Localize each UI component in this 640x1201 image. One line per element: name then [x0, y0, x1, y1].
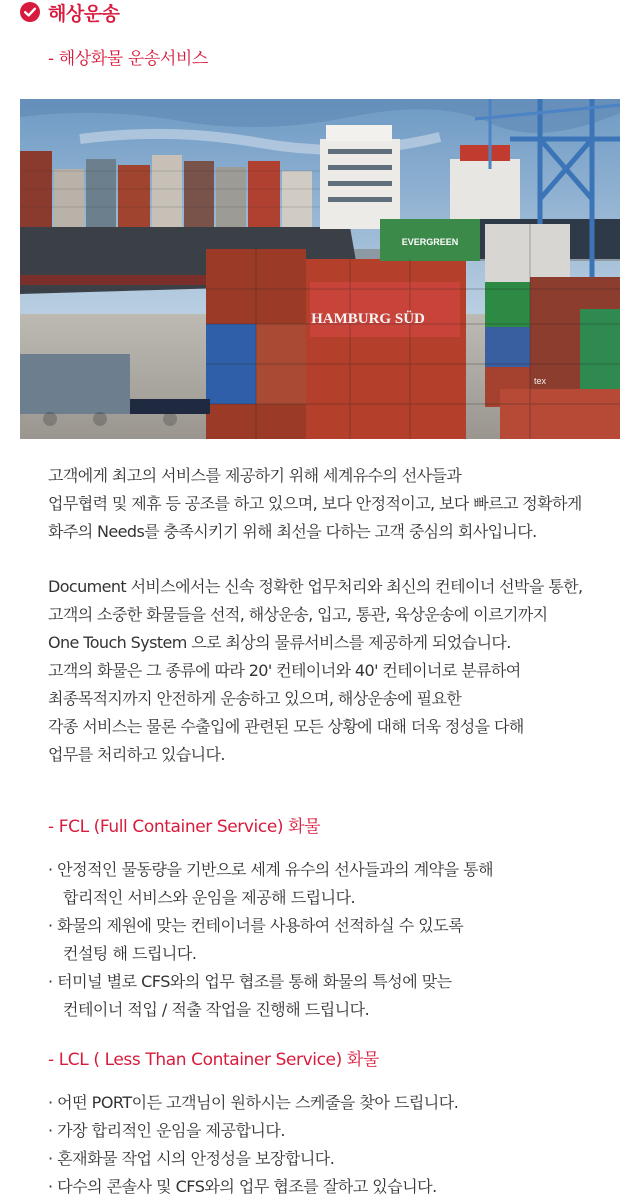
lcl-list: [48, 1089, 628, 1201]
fcl-list: [48, 856, 628, 1024]
container-port-illustration: [20, 99, 620, 439]
intro-text: [48, 462, 628, 769]
list-item: · 화물의 제원에 맞는 컨테이너를 사용하여 선적하실 수 있도록: [48, 916, 464, 935]
fcl-heading: - FCL (Full Container Service) 화물: [48, 817, 321, 837]
section-header: [20, 0, 119, 24]
container-label-hamburg: HAMBURG SÜD: [311, 311, 425, 327]
lcl-heading: - LCL ( Less Than Container Service) 화물: [48, 1050, 379, 1070]
paragraph-gap: [48, 546, 628, 573]
intro-line: 고객의 화물은 그 종류에 따라 20' 컨테이너와 40' 컨테이너로 분류하여: [48, 661, 521, 680]
hero-photo-container-port: [20, 99, 620, 439]
list-item: · 터미널 별로 CFS와의 업무 협조를 통해 화물의 특성에 맞는: [48, 972, 452, 991]
intro-line: 최종목적지까지 안전하게 운송하고 있으며, 해상운송에 필요한: [48, 689, 462, 708]
intro-line: 업무를 처리하고 있습니다.: [48, 745, 225, 764]
list-item: · 가장 합리적인 운임을 제공합니다.: [48, 1121, 285, 1140]
intro-line: Document 서비스에서는 신속 정확한 업무처리와 최신의 컨테이너 선박을 통한,: [48, 577, 583, 596]
list-item-continuation: 컨테이너 적입 / 적출 작업을 진행해 드립니다.: [63, 1000, 370, 1019]
container-label-tex: tex: [533, 376, 547, 386]
list-item: · 어떤 PORT이든 고객님이 원하시는 스케줄을 찾아 드립니다.: [48, 1093, 459, 1112]
intro-line: 업무협력 및 제휴 등 공조를 하고 있으며, 보다 안정적이고, 보다 빠르고 정확하게: [48, 494, 582, 513]
intro-line: 화주의 Needs를 충족시키기 위해 최선을 다하는 고객 중심의 회사입니다.: [48, 522, 537, 541]
service-subtitle: - 해상화물 운송서비스: [48, 49, 208, 69]
intro-line: 각종 서비스는 물론 수출입에 관련된 모든 상황에 대해 더욱 정성을 다해: [48, 717, 524, 736]
list-item-continuation: 합리적인 서비스와 운임을 제공해 드립니다.: [63, 888, 356, 907]
intro-line: 고객의 소중한 화물들을 선적, 해상운송, 입고, 통관, 육상운송에 이르기까지: [48, 605, 548, 624]
list-item-continuation: 컨설팅 해 드립니다.: [63, 944, 197, 963]
list-item: · 다수의 콘솔사 및 CFS와의 업무 협조를 잘하고 있습니다.: [48, 1177, 437, 1196]
intro-line: One Touch System 으로 최상의 물류서비스를 제공하게 되었습니다.: [48, 633, 511, 652]
list-item: · 혼재화물 작업 시의 안정성을 보장합니다.: [48, 1149, 335, 1168]
section-title: 해상운송: [48, 2, 120, 25]
check-circle-icon: [20, 2, 40, 22]
list-item: · 안정적인 물동량을 기반으로 세계 유수의 선사들과의 계약을 통해: [48, 860, 494, 879]
intro-line: 고객에게 최고의 서비스를 제공하기 위해 세계유수의 선사들과: [48, 466, 462, 485]
container-label-evergreen: EVERGREEN: [401, 237, 459, 247]
